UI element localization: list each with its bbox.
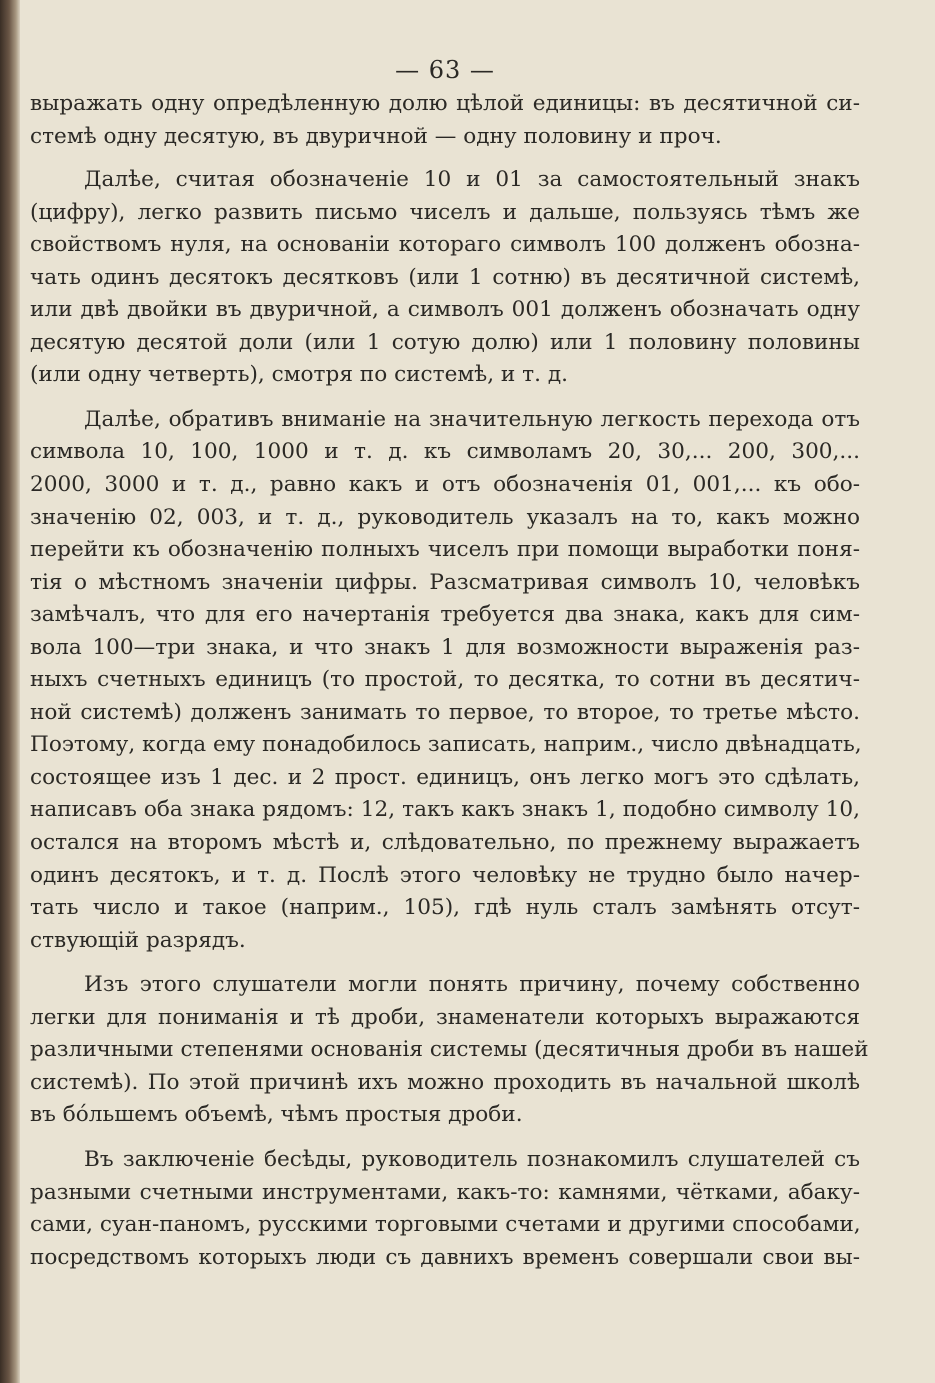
text-line: 2000, 3000 и т. д., равно какъ и отъ обозначенiя 01, 001,... къ обо- [30, 472, 860, 498]
text-line: состоящее изъ 1 дес. и 2 прост. единицъ, онъ легко могъ это сдѣлать, [30, 764, 860, 790]
text-line: одинъ десятокъ, и т. д. Послѣ этого человѣку не трудно было начер- [30, 862, 860, 888]
paragraph-2 [30, 164, 860, 392]
text-line: написавъ оба знака рядомъ: 12, такъ какъ знакъ 1, подобно символу 10, [30, 797, 860, 823]
text-line: ной системѣ) долженъ занимать то первое, то второе, то третье мѣсто. [30, 699, 860, 725]
text-line: Далѣе, обративъ вниманiе на значительную легкость перехода отъ [84, 406, 860, 432]
text-line: тiя о мѣстномъ значенiи цифры. Разсматривая символъ 10, человѣкъ [30, 569, 860, 595]
paragraph-1 [30, 88, 860, 153]
text-line: свойствомъ нуля, на основанiи котораго символъ 100 долженъ обозна- [30, 232, 860, 258]
text-line: Далѣе, считая обозначенiе 10 и 01 за самостоятельный знакъ [84, 167, 860, 193]
text-line: Поэтому, когда ему понадобилось записать, наприм., число двѣнадцать, [30, 732, 862, 758]
paragraph-4 [30, 969, 869, 1132]
text-line: стемѣ одну десятую, въ двуричной — одну половину и проч. [30, 123, 722, 149]
text-line: (или одну четверть), смотря по системѣ, и т. д. [30, 362, 569, 388]
text-line: въ бóльшемъ объемѣ, чѣмъ простыя дроби. [30, 1102, 523, 1128]
text-line: легки для пониманiя и тѣ дроби, знаменатели которыхъ выражаются [30, 1004, 860, 1030]
text-line: посредствомъ которыхъ люди съ давнихъ временъ совершали свои вы- [30, 1244, 860, 1270]
book-page [30, 52, 869, 1274]
text-line: тать число и такое (наприм., 105), гдѣ нуль сталъ замѣнять отсут- [30, 895, 860, 921]
text-line: чать одинъ десятокъ десятковъ (или 1 сотню) въ десятичной системѣ, [30, 264, 860, 290]
text-line: ныхъ счетныхъ единицъ (то простой, то десятка, то сотни въ десятич- [30, 667, 860, 693]
text-line: замѣчалъ, что для его начертанiя требуется два знака, какъ для сим- [30, 602, 860, 628]
book-spine-shadow [0, 0, 20, 1383]
text-line: выражать одну опредѣленную долю цѣлой единицы: въ десятичной си- [30, 91, 860, 116]
text-line: сами, суан-паномъ, русскими торговыми счетами и другими способами, [30, 1212, 861, 1238]
text-line: перейти къ обозначенiю полныхъ чиселъ при помощи выработки поня- [30, 537, 860, 563]
page-number: — 63 — [395, 56, 495, 84]
text-line: значенiю 02, 003, и т. д., руководитель указалъ на то, какъ можно [30, 504, 860, 530]
text-line: системѣ). По этой причинѣ ихъ можно проходить въ начальной школѣ [30, 1069, 860, 1095]
paragraph-5 [30, 1144, 860, 1274]
text-line: остался на второмъ мѣстѣ и, слѣдовательно, по прежнему выражаетъ [30, 830, 860, 856]
text-line: Изъ этого слушатели могли понять причину, почему собственно [84, 972, 860, 998]
text-line: или двѣ двойки въ двуричной, а символъ 001 долженъ обозначать одну [30, 297, 860, 323]
text-line: разными счетными инструментами, какъ-то: камнями, чётками, абаку- [30, 1179, 860, 1205]
text-line: различными степенями основанiя системы (десятичныя дроби въ нашей [30, 1037, 869, 1063]
text-line: Въ заключенiе бесѣды, руководитель познакомилъ слушателей съ [84, 1146, 860, 1172]
text-line: (цифру), легко развить письмо чиселъ и дальше, пользуясь тѣмъ же [30, 199, 860, 225]
text-line: вола 100—три знака, и что знакъ 1 для возможности выраженiя раз- [30, 634, 860, 660]
text-line: десятую десятой доли (или 1 сотую долю) или 1 половину половины [30, 329, 860, 355]
text-line: ствующiй разрядъ. [30, 927, 246, 953]
text-line: символа 10, 100, 1000 и т. д. къ символамъ 20, 30,... 200, 300,... [30, 439, 860, 465]
paragraph-3 [30, 404, 860, 957]
